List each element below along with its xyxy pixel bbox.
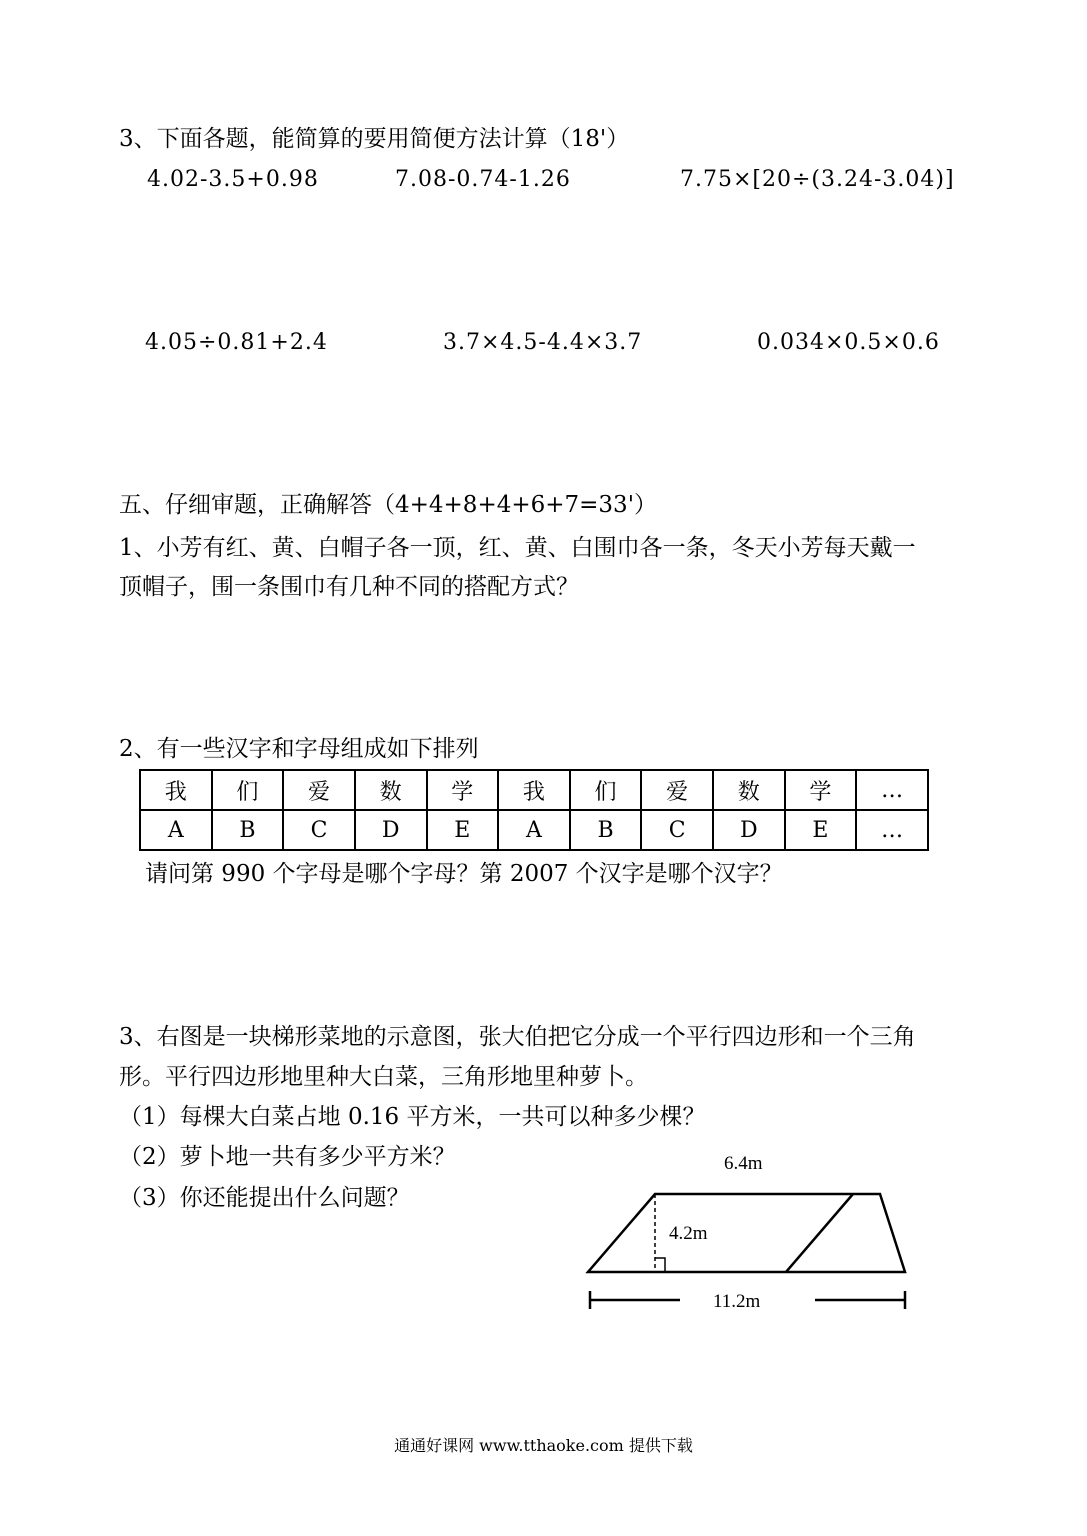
table-cell: 爱 xyxy=(283,770,355,810)
top-length-label: 6.4m xyxy=(724,1153,763,1174)
trapezoid-figure xyxy=(570,1140,920,1320)
table-cell: B xyxy=(570,810,642,850)
q3-sub1: （1）每棵大白菜占地 0.16 平方米，一共可以种多少棵？ xyxy=(119,1104,706,1130)
right-angle-mark xyxy=(655,1258,665,1272)
table-cell: C xyxy=(641,810,713,850)
calc-expression: 4.05÷0.81+2.4 xyxy=(145,330,328,355)
q3-line1: 3、右图是一块梯形菜地的示意图，张大伯把它分成一个平行四边形和一个三角 xyxy=(119,1024,916,1050)
q1-line2: 顶帽子，围一条围巾有几种不同的搭配方式？ xyxy=(119,574,579,600)
calc-expression: 0.034×0.5×0.6 xyxy=(757,330,940,355)
calc-expression: 7.08-0.74-1.26 xyxy=(395,167,571,192)
table-cell: D xyxy=(713,810,785,850)
table-cell: 学 xyxy=(785,770,857,810)
table-cell: 爱 xyxy=(641,770,713,810)
q3-sub2: （2）萝卜地一共有多少平方米？ xyxy=(119,1144,456,1170)
table-cell: 们 xyxy=(212,770,284,810)
q3-line2: 形。平行四边形地里种大白菜，三角形地里种萝卜。 xyxy=(119,1064,648,1090)
table-cell: 们 xyxy=(570,770,642,810)
table-cell: 学 xyxy=(427,770,499,810)
table-cell: A xyxy=(498,810,570,850)
trapezoid-outline xyxy=(588,1194,905,1272)
footer-credit: 通通好课网 www.tthaoke.com 提供下载 xyxy=(394,1436,693,1455)
table-cell: B xyxy=(212,810,284,850)
q2-title: 2、有一些汉字和字母组成如下排列 xyxy=(119,736,479,762)
sequence-table xyxy=(139,769,929,851)
calc-expression: 3.7×4.5-4.4×3.7 xyxy=(443,330,643,355)
table-cell: D xyxy=(355,810,427,850)
table-cell: 数 xyxy=(713,770,785,810)
bottom-length-label: 11.2m xyxy=(713,1291,761,1312)
table-row-chars xyxy=(140,770,928,810)
table-cell: A xyxy=(140,810,212,850)
table-cell: … xyxy=(856,770,928,810)
triangle-divider-line xyxy=(786,1194,853,1272)
calc-section-title: 3、下面各题，能简算的要用简便方法计算（18'） xyxy=(119,126,630,152)
q1-line1: 1、小芳有红、黄、白帽子各一顶，红、黄、白围巾各一条，冬天小芳每天戴一 xyxy=(119,535,916,561)
q3-sub3: （3）你还能提出什么问题？ xyxy=(119,1185,410,1211)
table-cell: E xyxy=(427,810,499,850)
table-cell: 我 xyxy=(498,770,570,810)
calc-expression: 4.02-3.5+0.98 xyxy=(147,167,319,192)
table-cell: C xyxy=(283,810,355,850)
table-cell: E xyxy=(785,810,857,850)
table-row-letters xyxy=(140,810,928,850)
table-cell: 我 xyxy=(140,770,212,810)
table-cell: … xyxy=(856,810,928,850)
section5-title: 五、仔细审题，正确解答（4+4+8+4+6+7=33'） xyxy=(119,492,658,518)
table-cell: 数 xyxy=(355,770,427,810)
height-label: 4.2m xyxy=(669,1223,708,1244)
q2-question: 请问第 990 个字母是哪个字母？第 2007 个汉字是哪个汉字？ xyxy=(145,861,783,887)
calc-expression: 7.75×[20÷(3.24-3.04)] xyxy=(680,167,955,192)
